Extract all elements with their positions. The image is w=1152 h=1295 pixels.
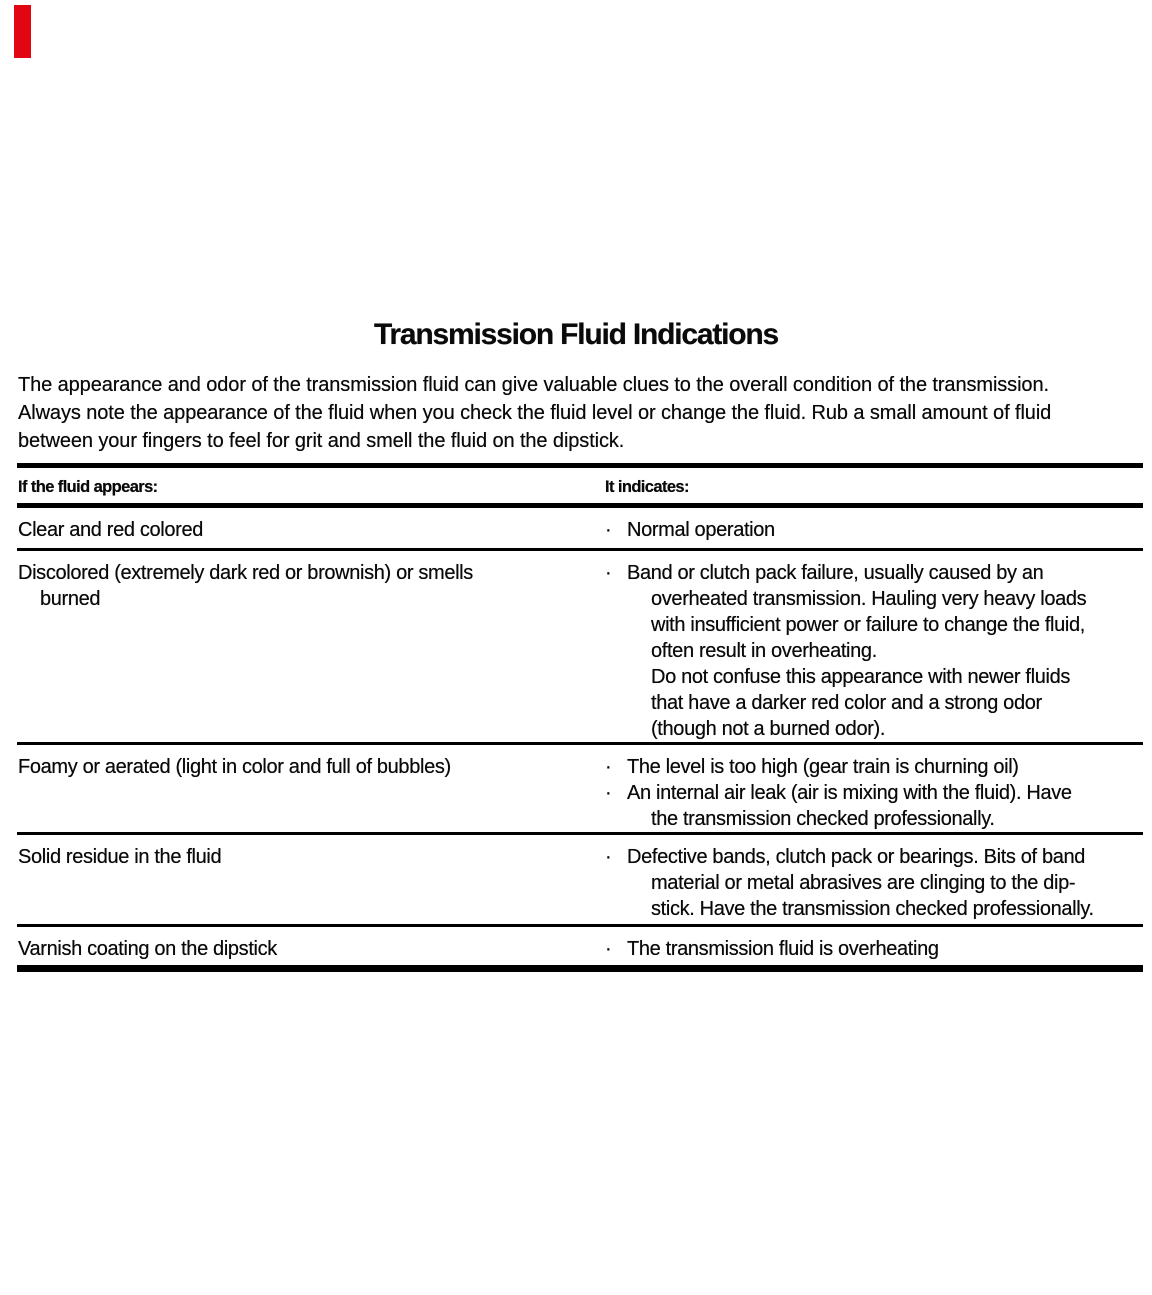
- indication-text: An internal air leak (air is mixing with the fluid). Have: [627, 782, 1072, 804]
- intro-line: between your fingers to feel for grit and smell the fluid on the dipstick.: [18, 430, 625, 452]
- indication-text: the transmission checked professionally.: [651, 808, 995, 830]
- bullet-item: [605, 936, 1143, 962]
- condition-cell: [17, 560, 605, 742]
- condition-cell: [17, 936, 605, 965]
- bullet-item: [605, 844, 1143, 922]
- bullet-item: [605, 780, 1143, 832]
- bullet-icon: ·: [605, 519, 612, 541]
- condition-text: burned: [40, 588, 101, 610]
- indication-cell: [605, 936, 1143, 965]
- bullet-item: [605, 517, 1143, 543]
- bullet-icon: ·: [605, 938, 612, 960]
- indication-text: material or metal abrasives are clinging to the dip-: [651, 872, 1076, 894]
- red-scan-mark: [14, 5, 31, 58]
- bullet-icon: ·: [605, 782, 612, 804]
- intro-line: The appearance and odor of the transmission fluid can give valuable clues to the overall condition of the transmission.: [18, 374, 1049, 396]
- indication-text: Normal operation: [627, 519, 775, 541]
- table-rule-bottom: [17, 965, 1143, 972]
- table-header-indicates: It indicates:: [605, 478, 689, 496]
- indication-text: often result in overheating.: [651, 640, 877, 662]
- indication-text: Do not confuse this appearance with newer fluids: [651, 666, 1071, 688]
- table-header-appears: If the fluid appears:: [18, 478, 158, 496]
- table-row: [17, 927, 1143, 965]
- condition-cell: [17, 517, 605, 548]
- condition-text: Clear and red colored: [18, 519, 203, 541]
- bullet-icon: ·: [605, 756, 612, 778]
- table-header-row: [17, 468, 1143, 503]
- condition-cell: [17, 844, 605, 924]
- intro-paragraph: [18, 371, 1142, 455]
- indication-text: (though not a burned odor).: [651, 718, 886, 740]
- indication-cell: [605, 754, 1143, 832]
- indication-text: The transmission fluid is overheating: [627, 938, 939, 960]
- table-row: [17, 835, 1143, 924]
- condition-text: Solid residue in the fluid: [18, 846, 222, 868]
- bullet-item: [605, 754, 1143, 780]
- intro-line: Always note the appearance of the fluid when you check the fluid level or change the fluid. Rub a small amount of fluid: [18, 402, 1052, 424]
- indication-text: stick. Have the transmission checked professionally.: [651, 898, 1094, 920]
- indication-text: that have a darker red color and a strong odor: [651, 692, 1042, 714]
- bullet-item: [605, 560, 1143, 742]
- indication-text: Band or clutch pack failure, usually caused by an: [627, 562, 1044, 584]
- indication-cell: [605, 517, 1143, 548]
- indication-text: Defective bands, clutch pack or bearings. Bits of band: [627, 846, 1086, 868]
- indication-text: with insufficient power or failure to change the fluid,: [651, 614, 1085, 636]
- table-row: [17, 745, 1143, 832]
- condition-cell: [17, 754, 605, 832]
- bullet-icon: ·: [605, 846, 612, 868]
- indication-text: The level is too high (gear train is churning oil): [627, 756, 1019, 778]
- table-row: [17, 551, 1143, 742]
- condition-text: Varnish coating on the dipstick: [18, 938, 277, 960]
- indication-cell: [605, 844, 1143, 924]
- condition-text: Foamy or aerated (light in color and full of bubbles): [18, 756, 451, 778]
- indication-cell: [605, 560, 1143, 742]
- page-title: Transmission Fluid Indications: [373, 318, 779, 351]
- table-row: [17, 508, 1143, 548]
- condition-text: Discolored (extremely dark red or brownish) or smells: [18, 562, 473, 584]
- fluid-indications-table: [17, 463, 1143, 972]
- indication-text: overheated transmission. Hauling very heavy loads: [651, 588, 1087, 610]
- bullet-icon: ·: [605, 562, 612, 584]
